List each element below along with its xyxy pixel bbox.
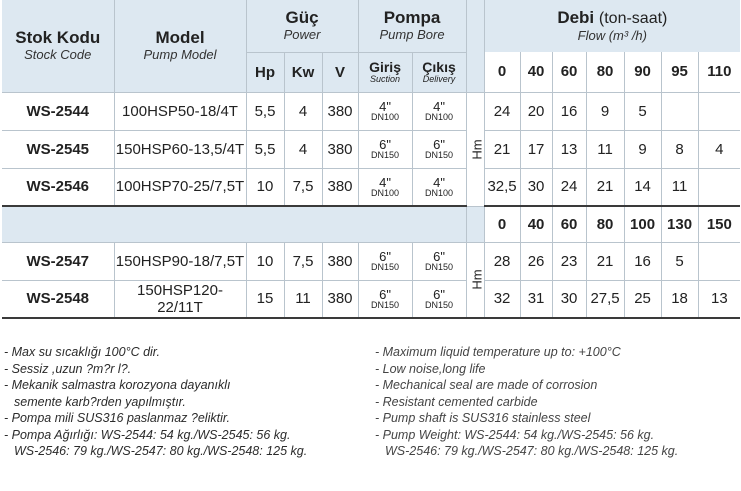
flow-header-row-2 [2, 206, 740, 242]
note-item: - Pump shaft is SUS316 stainless steel [375, 411, 591, 425]
note-item: - Mekanik salmastra korozyona dayanıklı [4, 378, 231, 392]
note-item: semente karb?rden yapılmıştır. [14, 394, 186, 409]
flow-header-spacer [2, 206, 466, 242]
note-item: - Resistant cemented carbide [375, 394, 538, 409]
delivery-header: Çıkış Delivery [412, 52, 466, 92]
flow-cell: 18 [661, 280, 698, 318]
model-header: Model Pump Model [114, 0, 246, 92]
stock-code-header: Stok Kodu Stock Code [2, 0, 114, 92]
flow-col-90: 90 [624, 52, 661, 92]
note-item: WS-2546: 79 kg./WS-2547: 80 kg./WS-2548: 125 kg. [14, 444, 308, 458]
flow-cell: 9 [624, 130, 661, 168]
table-row [2, 92, 740, 130]
hm-unit-cell: Hm [466, 242, 484, 318]
v-cell: 380 [322, 280, 358, 318]
flow-cell [661, 92, 698, 130]
flow-cell: 28 [484, 242, 520, 280]
unit-spacer-2 [466, 206, 484, 242]
unit-spacer-sub [466, 52, 484, 92]
flow-cell: 5 [661, 242, 698, 280]
kw-cell: 4 [284, 92, 322, 130]
stock-code-cell: WS-2544 [2, 92, 114, 130]
flow-cell: 30 [552, 280, 586, 318]
note-item: WS-2546: 79 kg./WS-2547: 80 kg./WS-2548: 125 kg. [385, 444, 679, 458]
flow-col-0: 0 [484, 52, 520, 92]
flow-col-80: 80 [586, 52, 624, 92]
flow-col-150: 150 [698, 206, 740, 242]
suction-cell: 6" DN150 [358, 242, 412, 280]
flow-cell: 9 [586, 92, 624, 130]
note-item: - Max su sıcaklığı 100°C dir. [4, 345, 160, 359]
flow-cell [698, 92, 740, 130]
delivery-cell: 6" DN150 [412, 130, 466, 168]
flow-cell: 11 [586, 130, 624, 168]
v-header: V [322, 52, 358, 92]
flow-cell: 16 [552, 92, 586, 130]
v-cell: 380 [322, 130, 358, 168]
flow-col-40: 40 [520, 206, 552, 242]
flow-cell: 26 [520, 242, 552, 280]
delivery-cell: 6" DN150 [412, 242, 466, 280]
flow-col-110: 110 [698, 52, 740, 92]
kw-cell: 11 [284, 280, 322, 318]
hp-cell: 5,5 [246, 130, 284, 168]
suction-cell: 4" DN100 [358, 92, 412, 130]
flow-col-40: 40 [520, 52, 552, 92]
flow-cell: 21 [586, 168, 624, 206]
delivery-cell: 4" DN100 [412, 168, 466, 206]
flow-cell: 32 [484, 280, 520, 318]
flow-col-60: 60 [552, 206, 586, 242]
hp-cell: 15 [246, 280, 284, 318]
flow-cell: 13 [552, 130, 586, 168]
stock-code-cell: WS-2546 [2, 168, 114, 206]
table-row [2, 280, 740, 318]
flow-cell [698, 168, 740, 206]
flow-cell: 4 [698, 130, 740, 168]
header-row-top [2, 0, 740, 52]
model-cell: 100HSP50-18/4T [114, 92, 246, 130]
pump-bore-header: Pompa Pump Bore [358, 0, 466, 52]
hm-unit-cell: Hm [466, 92, 484, 206]
kw-cell: 4 [284, 130, 322, 168]
hp-header: Hp [246, 52, 284, 92]
v-cell: 380 [322, 92, 358, 130]
note-item: - Maximum liquid temperature up to: +100°C [375, 345, 621, 359]
flow-col-130: 130 [661, 206, 698, 242]
model-cell: 150HSP60-13,5/4T [114, 130, 246, 168]
flow-cell: 23 [552, 242, 586, 280]
note-item: - Pump Weight: WS-2544: 54 kg./WS-2545: 56 kg. [375, 427, 655, 442]
flow-header: Debi (ton-saat) Flow (m³ /h) [484, 0, 740, 52]
flow-col-100: 100 [624, 206, 661, 242]
table-row [2, 242, 740, 280]
flow-cell: 31 [520, 280, 552, 318]
kw-header: Kw [284, 52, 322, 92]
delivery-cell: 4" DN100 [412, 92, 466, 130]
flow-col-95: 95 [661, 52, 698, 92]
note-item: - Low noise,long life [375, 361, 486, 376]
flow-cell: 21 [586, 242, 624, 280]
suction-cell: 6" DN150 [358, 280, 412, 318]
notes-turkish [4, 344, 307, 460]
v-cell: 380 [322, 168, 358, 206]
flow-cell: 32,5 [484, 168, 520, 206]
hp-cell: 10 [246, 242, 284, 280]
table-row [2, 130, 740, 168]
notes-english [375, 344, 678, 460]
flow-cell: 24 [484, 92, 520, 130]
pump-spec-table [2, 0, 740, 319]
hp-cell: 5,5 [246, 92, 284, 130]
flow-cell: 21 [484, 130, 520, 168]
flow-cell: 8 [661, 130, 698, 168]
flow-cell: 20 [520, 92, 552, 130]
unit-spacer-header [466, 0, 484, 52]
note-item: - Mechanical seal are made of corrosion [375, 378, 598, 392]
flow-cell: 24 [552, 168, 586, 206]
flow-cell [698, 242, 740, 280]
delivery-cell: 6" DN150 [412, 280, 466, 318]
flow-cell: 27,5 [586, 280, 624, 318]
hp-cell: 10 [246, 168, 284, 206]
flow-col-60: 60 [552, 52, 586, 92]
flow-cell: 5 [624, 92, 661, 130]
flow-cell: 14 [624, 168, 661, 206]
kw-cell: 7,5 [284, 242, 322, 280]
model-cell: 150HSP120-22/11T [114, 280, 246, 318]
suction-cell: 6" DN150 [358, 130, 412, 168]
flow-cell: 17 [520, 130, 552, 168]
suction-cell: 4" DN100 [358, 168, 412, 206]
stock-code-cell: WS-2545 [2, 130, 114, 168]
power-header: Güç Power [246, 0, 358, 52]
note-item: - Pompa Ağırlığı: WS-2544: 54 kg./WS-2545: 56 kg. [4, 427, 291, 442]
model-cell: 100HSP70-25/7,5T [114, 168, 246, 206]
note-item: - Pompa mili SUS316 paslanmaz ?eliktir. [4, 411, 231, 425]
flow-cell: 30 [520, 168, 552, 206]
table-row [2, 168, 740, 206]
v-cell: 380 [322, 242, 358, 280]
kw-cell: 7,5 [284, 168, 322, 206]
flow-cell: 25 [624, 280, 661, 318]
note-item: - Sessiz ,uzun ?m?r l?. [4, 361, 132, 376]
flow-col-80: 80 [586, 206, 624, 242]
stock-code-cell: WS-2548 [2, 280, 114, 318]
model-cell: 150HSP90-18/7,5T [114, 242, 246, 280]
stock-code-cell: WS-2547 [2, 242, 114, 280]
suction-header: Giriş Suction [358, 52, 412, 92]
flow-cell: 11 [661, 168, 698, 206]
flow-cell: 13 [698, 280, 740, 318]
flow-col-0: 0 [484, 206, 520, 242]
flow-cell: 16 [624, 242, 661, 280]
